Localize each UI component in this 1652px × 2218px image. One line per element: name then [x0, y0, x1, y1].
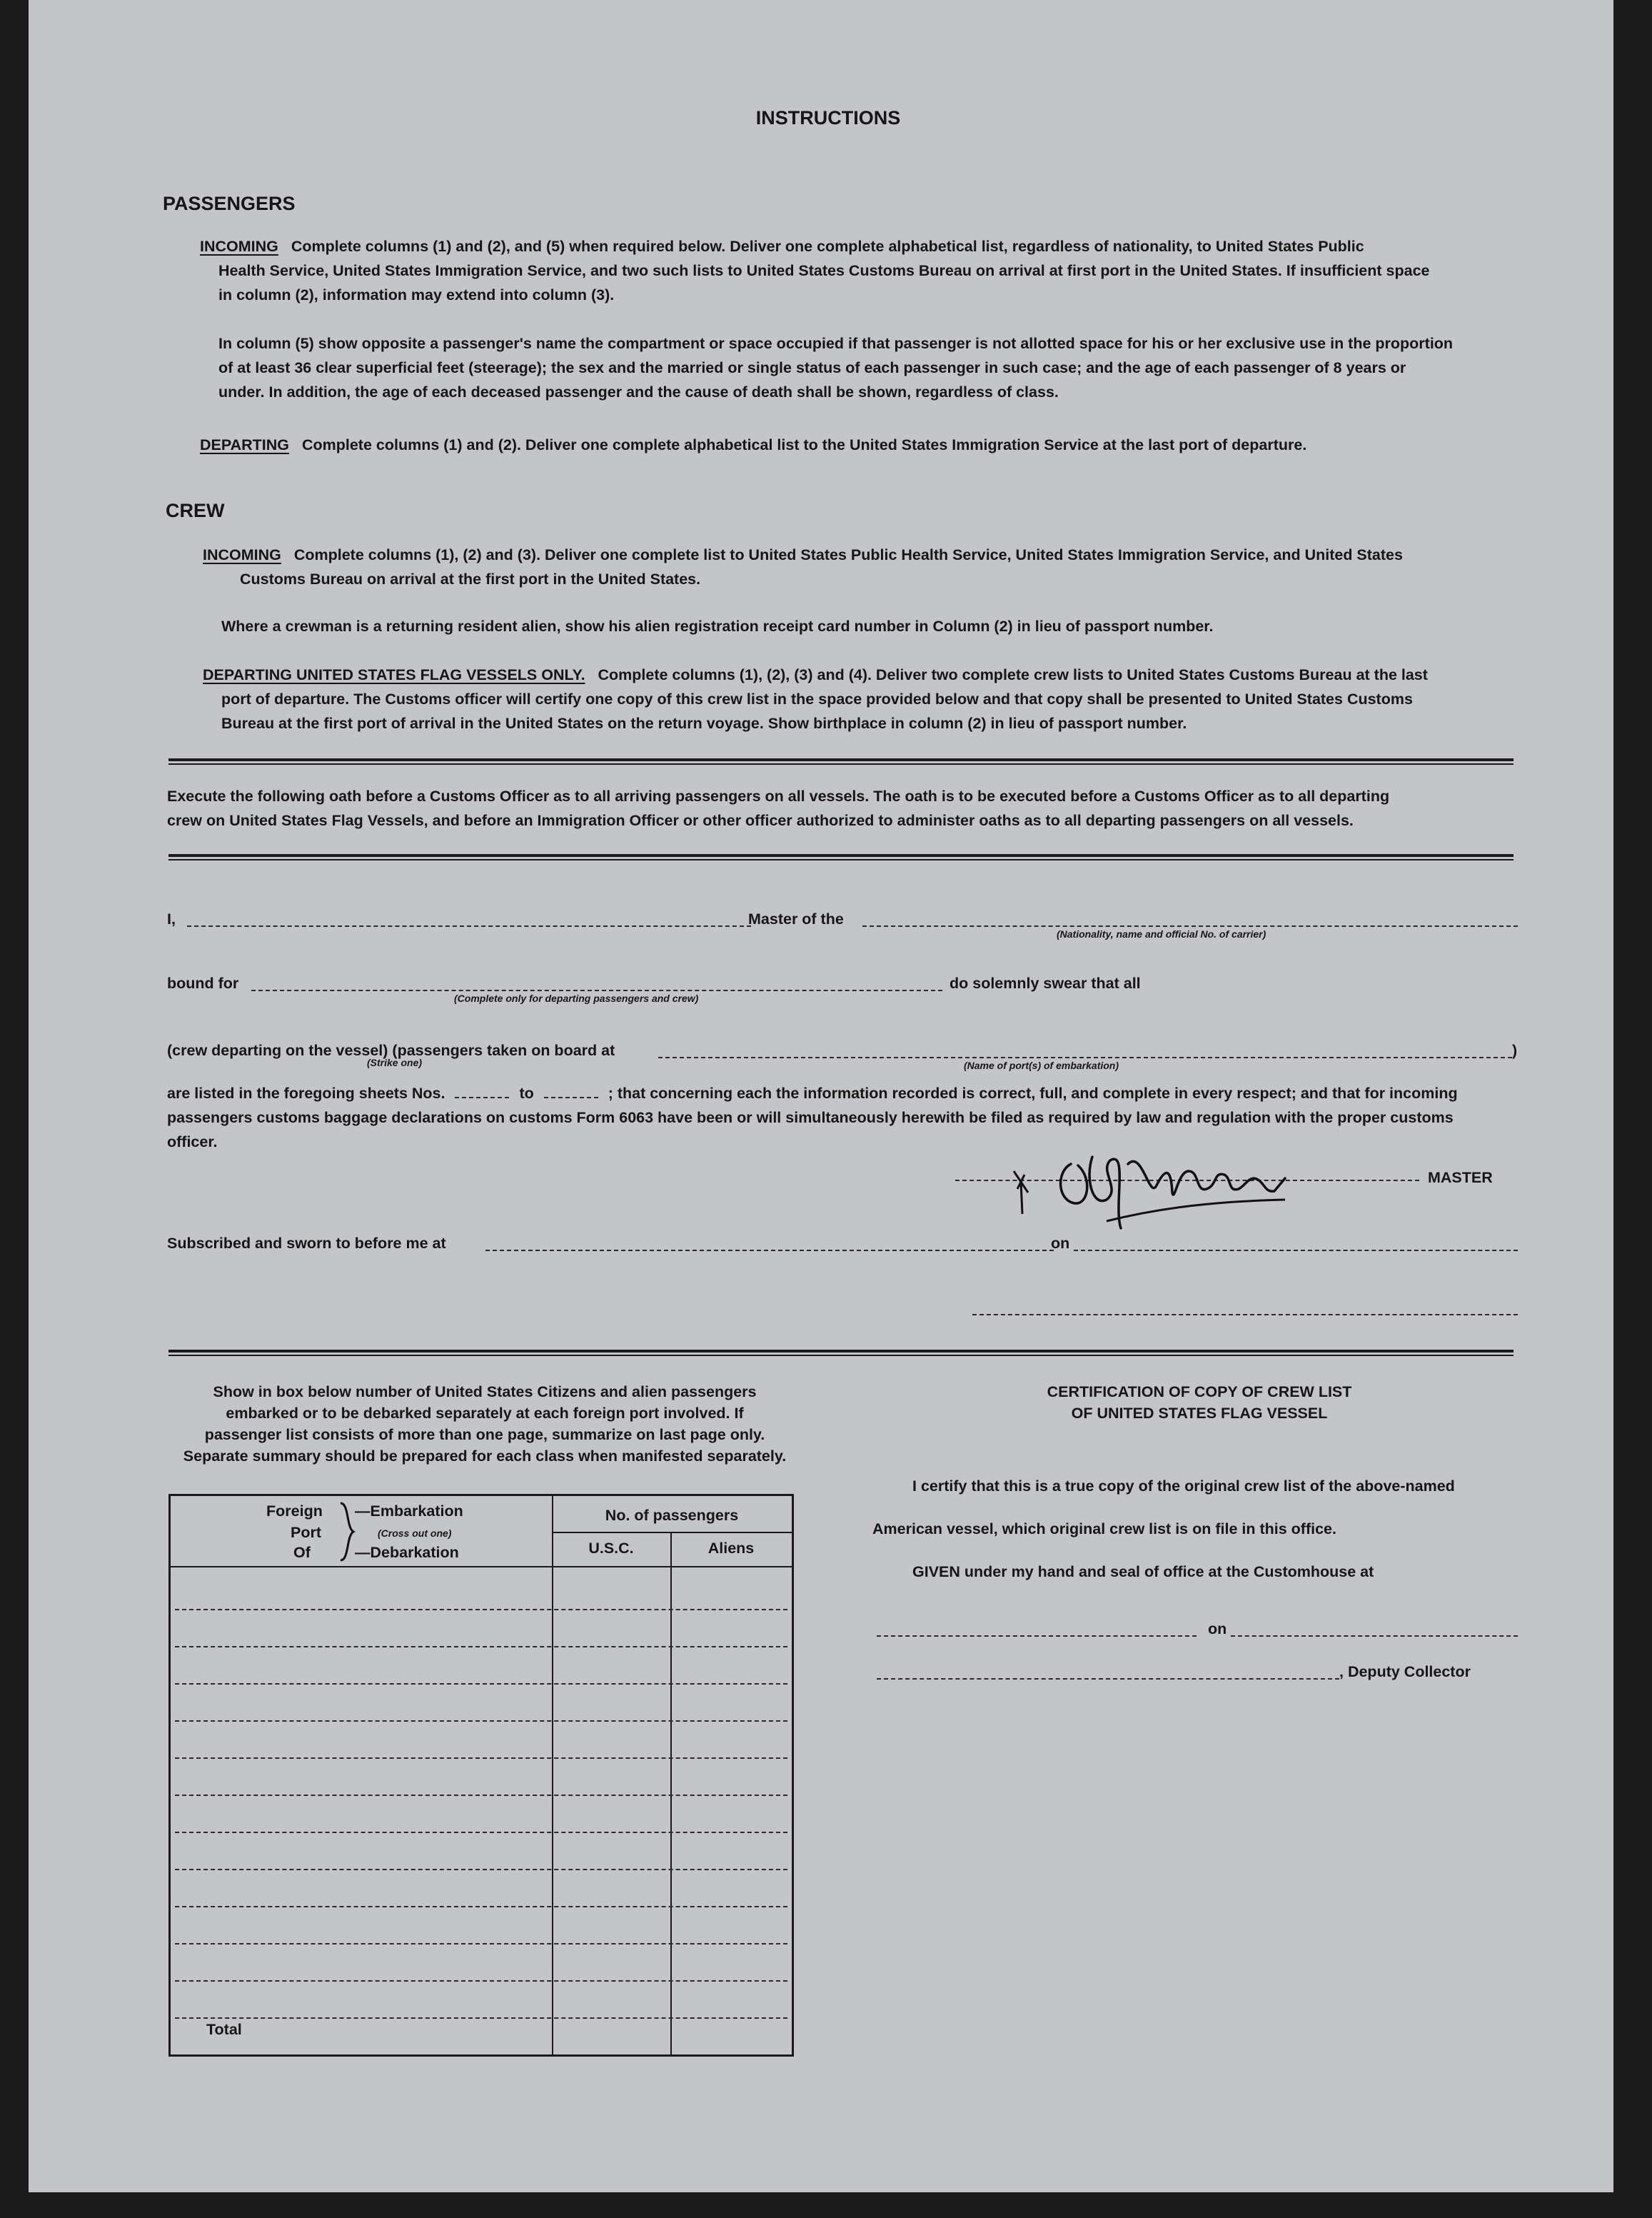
form-page: [29, 0, 1613, 2192]
oath-instructions-line2: crew on United States Flag Vessels, and before an Immigration Officer or other officer authorized to administer oaths as to all departing passengers on all vessels.: [167, 812, 1354, 829]
cross-out-hint: (Cross out one): [378, 1527, 452, 1539]
table-row[interactable]: [175, 1720, 787, 1722]
passengers-departing-text: Complete columns (1) and (2). Deliver one complete alphabetical list to the United States Immigration Service at the last port of departure.: [301, 436, 1307, 453]
crew-departing-text1: Complete columns (1), (2), (3) and (4). Deliver two complete crew lists to United States Customs Bureau at the last: [598, 666, 1428, 683]
table-header-divider: [552, 1532, 792, 1533]
no-passengers-header: No. of passengers: [605, 1507, 739, 1524]
sheet-from-field[interactable]: [455, 1097, 509, 1098]
table-row[interactable]: [175, 1757, 787, 1759]
table-row[interactable]: [175, 1832, 787, 1833]
table-row[interactable]: [175, 2017, 787, 2019]
crew-incoming-line1: [203, 543, 1403, 567]
table-row[interactable]: [175, 1906, 787, 1907]
passengers-departing-line: [200, 433, 1306, 457]
customhouse-field[interactable]: [877, 1635, 1197, 1637]
cert-title-line1: CERTIFICATION OF COPY OF CREW LIST: [1047, 1383, 1352, 1400]
col-of: Of: [293, 1544, 311, 1561]
summary-intro-line2: embarked or to be debarked separately at each foreign port involved. If: [226, 1405, 744, 1422]
crew-departing-line1: [203, 663, 1428, 687]
table-header-bottom: [171, 1566, 792, 1567]
passengers-heading: PASSENGERS: [163, 193, 296, 214]
crew-incoming-line2: Customs Bureau on arrival at the first port in the United States.: [240, 571, 701, 588]
passengers-incoming-p2-line3: under. In addition, the age of each deceased passenger and the cause of death shall be shown, regardless of class.: [218, 383, 1059, 401]
divider-rule: [168, 1350, 1514, 1356]
listed-line3: officer.: [167, 1133, 218, 1150]
crew-departing-label: DEPARTING UNITED STATES FLAG VESSELS ONLY.: [203, 666, 585, 683]
col-foreign: Foreign: [266, 1502, 323, 1520]
passengers-incoming-line1: [200, 234, 1364, 259]
crew-incoming-text1: Complete columns (1), (2) and (3). Deliver one complete list to United States Public Health Service, United States Immigration Service, and United States: [293, 546, 1403, 563]
table-row[interactable]: [175, 1646, 787, 1647]
embark-hint: (Name of port(s) of embarkation): [964, 1060, 1119, 1071]
oath-i-label: I,: [167, 910, 176, 928]
passengers-incoming-p2-line1: In column (5) show opposite a passenger's name the compartment or space occupied if that passenger is not allotted space for his or her exclusive use in the proportion: [218, 335, 1454, 352]
table-row[interactable]: [175, 1980, 787, 1982]
bound-for-label: bound for: [167, 975, 239, 992]
summary-intro-line3: passenger list consists of more than one page, summarize on last page only.: [204, 1426, 765, 1443]
table-col-divider: [552, 1496, 553, 2054]
bound-for-field[interactable]: [251, 990, 942, 991]
cert-line1: I certify that this is a true copy of the original crew list of the above-named: [912, 1477, 1455, 1495]
crew-heading: CREW: [166, 500, 225, 521]
carrier-field[interactable]: [862, 925, 1518, 927]
master-signature: [985, 1121, 1328, 1243]
passengers-incoming-label: INCOMING: [200, 238, 278, 255]
swear-label: do solemnly swear that all: [950, 975, 1141, 992]
listed-line2: passengers customs baggage declarations on customs Form 6063 have been or will simultaneously herewith be filed as required by law and regulation with the proper customs: [167, 1109, 1454, 1126]
passengers-incoming-line3: in column (2), information may extend into column (3).: [218, 286, 615, 303]
crew-departing-line2: port of departure. The Customs officer will certify one copy of this crew list in the space provided below and that copy shall be presented to United States Customs: [221, 691, 1413, 708]
master-name-field[interactable]: [187, 925, 751, 927]
summary-intro-line4: Separate summary should be prepared for each class when manifested separately.: [183, 1447, 787, 1465]
officer-signature-field[interactable]: [972, 1314, 1518, 1315]
deputy-collector-signature-field[interactable]: [877, 1678, 1339, 1680]
cert-line2: American vessel, which original crew list is on file in this office.: [872, 1520, 1336, 1537]
listed-text-b: ; that concerning each the information recorded is correct, full, and complete in every respect; and that for incoming: [608, 1085, 1458, 1102]
deputy-collector-label: , Deputy Collector: [1339, 1663, 1471, 1680]
cert-on-label: on: [1208, 1620, 1227, 1637]
table-row[interactable]: [175, 1943, 787, 1944]
cert-line3: GIVEN under my hand and seal of office at the Customhouse at: [912, 1563, 1374, 1580]
divider-rule: [168, 854, 1514, 860]
passengers-incoming-text1: Complete columns (1) and (2), and (5) when required below. Deliver one complete alphabetical list, regardless of nationality, to United States Public: [291, 238, 1364, 255]
debarkation-option: —Debarkation: [355, 1544, 459, 1561]
sworn-place-field[interactable]: [485, 1250, 1054, 1251]
passengers-incoming-line2: Health Service, United States Immigration Service, and two such lists to United States Customs Bureau on arrival at first port in the United States. If insufficient space: [218, 262, 1430, 279]
sheet-to-field[interactable]: [544, 1097, 598, 1098]
col-port: Port: [291, 1524, 321, 1541]
crew-incoming-label: INCOMING: [203, 546, 281, 563]
listed-to: to: [519, 1085, 534, 1102]
listed-text-a: are listed in the foregoing sheets Nos.: [167, 1085, 445, 1102]
cert-title-line2: OF UNITED STATES FLAG VESSEL: [1071, 1405, 1328, 1422]
aliens-header: Aliens: [707, 1540, 755, 1557]
embarkation-option: —Embarkation: [355, 1502, 463, 1520]
master-of-label: Master of the: [748, 910, 844, 928]
summary-table: [168, 1494, 794, 2057]
close-paren: ): [1512, 1042, 1518, 1059]
sworn-date-field[interactable]: [1074, 1250, 1518, 1251]
crew-resident-note: Where a crewman is a returning resident alien, show his alien registration receipt card number in Column (2) in lieu of passport number.: [221, 618, 1214, 635]
divider-rule: [168, 758, 1514, 765]
total-label: Total: [206, 2021, 242, 2038]
master-label: MASTER: [1428, 1169, 1493, 1186]
cert-date-field[interactable]: [1231, 1635, 1518, 1637]
bound-for-hint: (Complete only for departing passengers and crew): [454, 993, 699, 1004]
oath-instructions-line1: Execute the following oath before a Customs Officer as to all arriving passengers on all vessels. The oath is to be executed before a Customs Officer as to all departing: [167, 788, 1390, 805]
page-title: INSTRUCTIONS: [755, 107, 901, 129]
sworn-on-label: on: [1051, 1235, 1070, 1252]
table-row[interactable]: [175, 1795, 787, 1796]
passengers-incoming-p2-line2: of at least 36 clear superficial feet (steerage); the sex and the married or single status of each passenger in such case; and the age of each passenger of 8 years or: [218, 359, 1406, 376]
summary-intro-line1: Show in box below number of United States Citizens and alien passengers: [213, 1383, 757, 1400]
crew-departing-label-oath: (crew departing on the vessel) (passengers taken on board at: [167, 1042, 615, 1059]
subscribed-label: Subscribed and sworn to before me at: [167, 1235, 446, 1252]
table-row[interactable]: [175, 1683, 787, 1685]
passengers-departing-label: DEPARTING: [200, 436, 290, 453]
embarkation-ports-field[interactable]: [658, 1057, 1512, 1058]
table-row[interactable]: [175, 1869, 787, 1870]
crew-departing-line3: Bureau at the first port of arrival in the United States on the return voyage. Show birthplace in column (2) in lieu of passport number.: [221, 715, 1187, 732]
strike-hint: (Strike one): [367, 1057, 423, 1068]
table-row[interactable]: [175, 1609, 787, 1610]
usc-header: U.S.C.: [588, 1540, 634, 1557]
listed-line1: [167, 1081, 1458, 1105]
nationality-hint: (Nationality, name and official No. of carrier): [1057, 928, 1266, 940]
